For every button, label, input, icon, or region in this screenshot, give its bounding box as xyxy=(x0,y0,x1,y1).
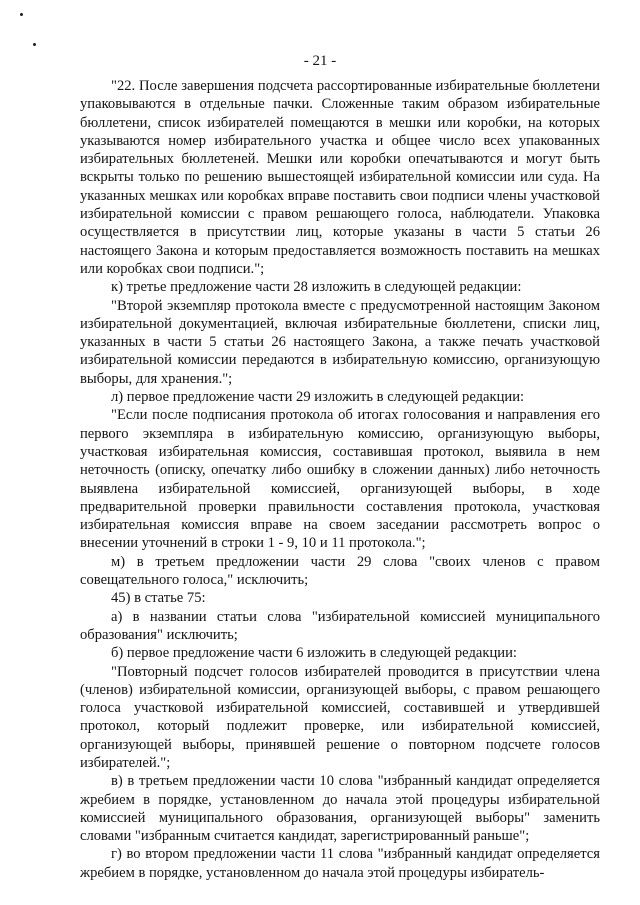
paragraph: 45) в статье 75: xyxy=(111,590,206,607)
paragraph: в) в третьем предложении части 10 слова "избранный кандидат определяется жребием в порядке, установленном до начала этой процедуры избирательной комиссией муниципального образования, организующей выборы" заменить словами "избранным считается кандидат, зарегистрированный раньше"; xyxy=(80,773,600,845)
scan-dot xyxy=(20,13,23,16)
document-body xyxy=(80,77,600,882)
paragraph: л) первое предложение части 29 изложить в следующей редакции: xyxy=(111,389,525,406)
paragraph: к) третье предложение части 28 изложить в следующей редакции: xyxy=(111,279,522,296)
paragraph: б) первое предложение части 6 изложить в следующей редакции: xyxy=(111,645,517,662)
paragraph: г) во втором предложении части 11 слова "избранный кандидат определяется жребием в порядке, установленном до начала этой процедуры избиратель- xyxy=(80,846,600,881)
paragraph: "Второй экземпляр протокола вместе с предусмотренной настоящим Законом избирательной документацией, включая избирательные бюллетени, списки лиц, указанных в части 5 статьи 26 настоящего Закона, а также печать участковой избирательной комиссии передаются в избирательную комиссию, организующую выборы, для хранения."; xyxy=(80,297,600,387)
paragraph: м) в третьем предложении части 29 слова "своих членов с правом совещательного голоса," исключить; xyxy=(80,553,600,589)
paragraph: "22. После завершения подсчета рассортированные избирательные бюллетени упаковываются в отдельные пачки. Сложенные таким образом избирательные бюллетени, список избирателей помещаются в мешки или коробки, на которых указываются номер избирательного участка и общее число всех упакованных избирательных бюллетеней. Мешки или коробки опечатываются и могут быть вскрыты только по решению вышестоящей избирательной комиссии или суда. На указанных мешках или коробках вправе поставить свои подписи члены участковой избирательной комиссии с правом решающего голоса, наблюдатели. Упаковка осуществляется в присутствии лиц, которые указаны в части 5 статьи 26 настоящего Закона и которым предоставляется возможность поставить на мешках или коробках свои подписи."; xyxy=(80,78,600,277)
page-number: - 21 - xyxy=(303,53,337,69)
paragraph: а) в названии статьи слова "избирательной комиссией муниципального образования" исключить; xyxy=(80,608,600,643)
scan-dot xyxy=(33,43,36,46)
paragraph: "Повторный подсчет голосов избирателей проводится в присутствии члена (членов) избирательной комиссии, организующей выборы, с правом решающего голоса участковой избирательной комиссией, составившей и утвердившей протокол, который подлежит проверке, или избирательной комиссией, организующей выборы, принявшей решение о повторном подсчете голосов избирателей."; xyxy=(80,663,600,771)
paragraph: "Если после подписания протокола об итогах голосования и направления его первого экземпляра в избирательную комиссию, организующую выборы, участковая избирательная комиссия, составившая протокол, выявила в нем неточность (описку, опечатку либо ошибку в сложении данных) либо неточность выявлена избирательной комиссией, организующей выборы, в ходе предварительной проверки правильности составления протокола, участковая избирательная комиссия вправе на своем заседании рассмотреть вопрос о внесении уточнений в строки 1 - 9, 10 и 11 протокола."; xyxy=(80,407,600,552)
